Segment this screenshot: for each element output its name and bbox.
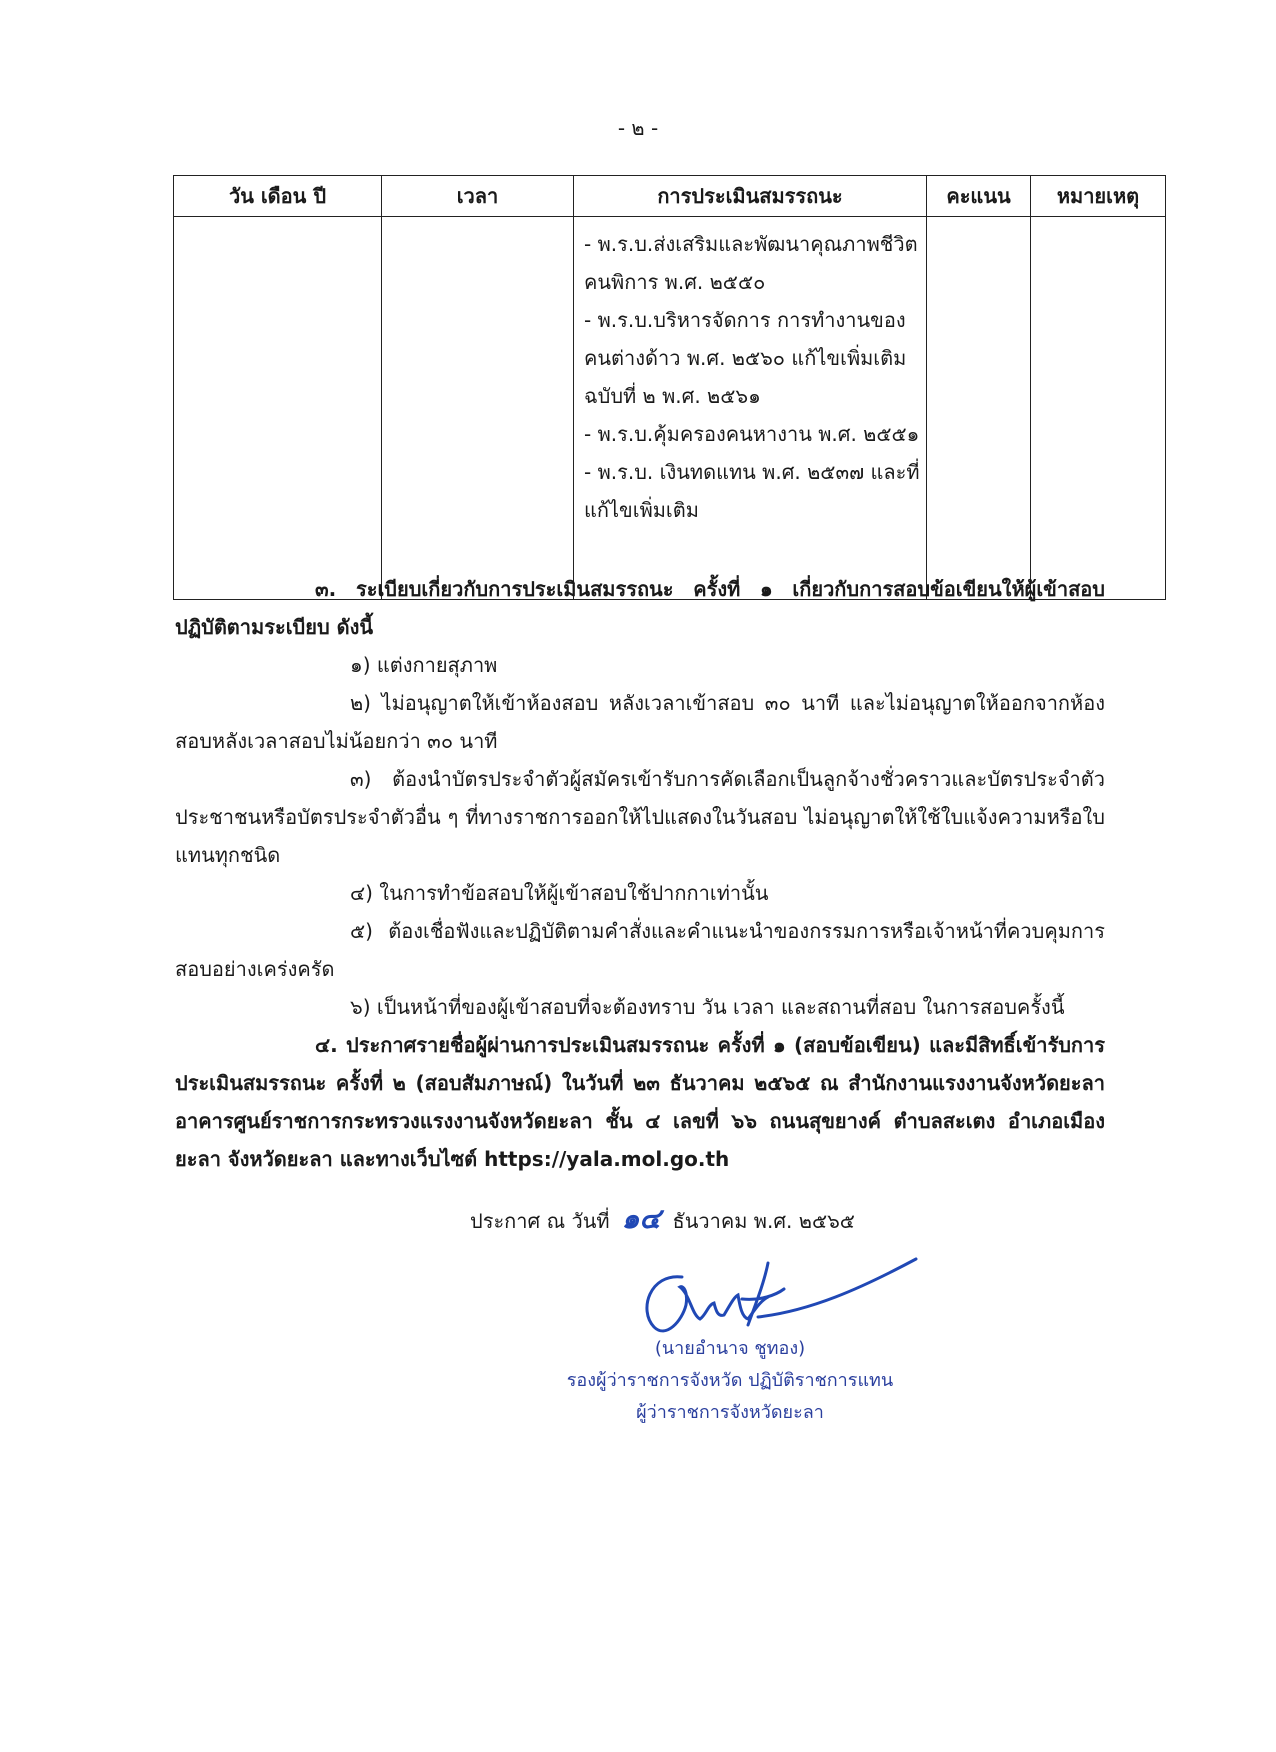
competency-item: - พ.ร.บ. เงินทดแทน พ.ศ. ๒๕๓๗ และที่แก้ไขเพิ่มเติม (584, 460, 920, 522)
section-3-heading: ๓. ระเบียบเกี่ยวกับการประเมินสมรรถนะ ครั้งที่ ๑ เกี่ยวกับการสอบข้อเขียนให้ผู้เข้าสอบปฏิบัติตามระเบียบ ดังนี้ (175, 577, 1105, 639)
exam-schedule-table (173, 175, 1166, 600)
rule-item: ๕) ต้องเชื่อฟังและปฏิบัติตามคำสั่งและคำแนะนำของกรรมการหรือเจ้าหน้าที่ควบคุมการสอบอย่างเคร่งครัด (175, 919, 1105, 981)
cell-date (174, 217, 382, 600)
header-competency: การประเมินสมรรถนะ (574, 176, 927, 217)
announcement-date (470, 1197, 855, 1241)
signer-title-2: ผู้ว่าราชการจังหวัดยะลา (636, 1402, 824, 1423)
rule-item: ๓) ต้องนำบัตรประจำตัวผู้สมัครเข้ารับการคัดเลือกเป็นลูกจ้างชั่วคราวและบัตรประจำตัวประชาชนหรือบัตรประจำตัวอื่น ๆ ที่ทางราชการออกให้ไปแสดงในวันสอบ ไม่อนุญาตให้ใช้ใบแจ้งความหรือใบแทนทุกชนิด (175, 767, 1105, 867)
table-row (174, 217, 1166, 600)
signer-title-1: รองผู้ว่าราชการจังหวัด ปฏิบัติราชการแทน (566, 1370, 894, 1391)
header-score: คะแนน (927, 176, 1031, 217)
competency-item: - พ.ร.บ.ส่งเสริมและพัฒนาคุณภาพชีวิตคนพิการ พ.ศ. ๒๕๕๐ (584, 232, 918, 294)
rule-item: ๖) เป็นหน้าที่ของผู้เข้าสอบที่จะต้องทราบ วัน เวลา และสถานที่สอบ ในการสอบครั้งนี้ (350, 995, 1065, 1019)
announcement-day: ๑๔ (621, 1202, 661, 1235)
rule-item: ๑) แต่งกายสุภาพ (350, 653, 498, 677)
signer-name: (นายอำนาจ ชูทอง) (654, 1338, 806, 1359)
section-3 (175, 570, 1105, 1178)
header-remarks: หมายเหตุ (1031, 176, 1166, 217)
rule-item: ๒) ไม่อนุญาตให้เข้าห้องสอบ หลังเวลาเข้าสอบ ๓๐ นาที และไม่อนุญาตให้ออกจากห้องสอบหลังเวลาสอบไม่น้อยกว่า ๓๐ นาที (175, 691, 1105, 753)
table-header-row (174, 176, 1166, 217)
rule-item: ๔) ในการทำข้อสอบให้ผู้เข้าสอบใช้ปากกาเท่านั้น (350, 881, 769, 905)
header-time: เวลา (382, 176, 574, 217)
announcement-suffix: ธันวาคม พ.ศ. ๒๕๖๕ (672, 1209, 855, 1233)
header-date: วัน เดือน ปี (174, 176, 382, 217)
announcement-prefix: ประกาศ ณ วันที่ (470, 1209, 610, 1233)
competency-item: - พ.ร.บ.คุ้มครองคนหางาน พ.ศ. ๒๕๕๑ (584, 422, 920, 446)
page-number: - ๒ - (617, 116, 659, 140)
cell-score (927, 217, 1031, 600)
signature-block (520, 1333, 940, 1429)
cell-time (382, 217, 574, 600)
competency-item: - พ.ร.บ.บริหารจัดการ การทำงานของคนต่างด้าว พ.ศ. ๒๕๖๐ แก้ไขเพิ่มเติม ฉบับที่ ๒ พ.ศ. ๒๕๖๑ (584, 308, 907, 408)
section-4-text: ๔. ประกาศรายชื่อผู้ผ่านการประเมินสมรรถนะ ครั้งที่ ๑ (สอบข้อเขียน) และมีสิทธิ์เข้ารับการประเมินสมรรถนะ ครั้งที่ ๒ (สอบสัมภาษณ์) ในวันที่ ๒๓ ธันวาคม ๒๕๖๕ ณ สำนักงานแรงงานจังหวัดยะลา อาคารศูนย์ราชการกระทรวงแรงงานจังหวัดยะลา ชั้น ๔ เลขที่ ๖๖ ถนนสุขยางค์ ตำบลสะเตง อำเภอเมืองยะลา จังหวัดยะลา และทางเว็บไซต์ https://yala.mol.go.th (175, 1033, 1105, 1171)
cell-remarks (1031, 217, 1166, 600)
cell-competency (574, 217, 927, 600)
